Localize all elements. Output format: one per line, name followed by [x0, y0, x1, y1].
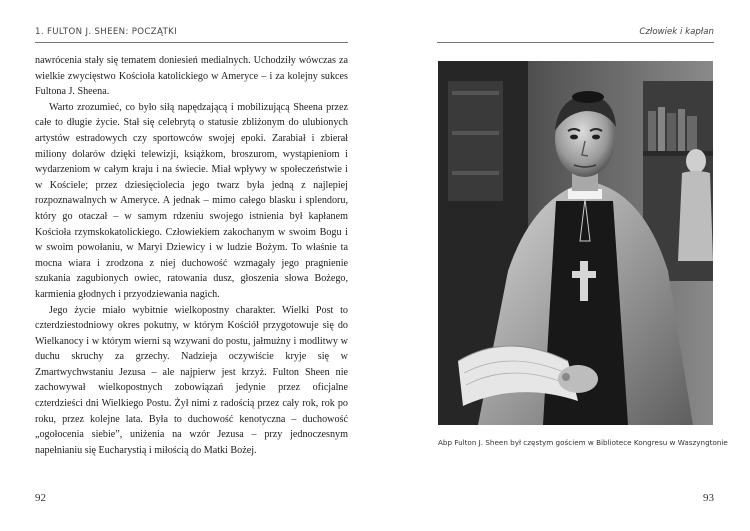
- right-page: [375, 0, 750, 531]
- running-head-left: 1. FULTON J. SHEEN: POCZĄTKI: [35, 27, 178, 37]
- header-rule-right: [437, 42, 714, 43]
- portrait-photo: [438, 61, 713, 425]
- paragraph-3: Jego życie miało wybitnie wielkopostny charakter. Wielki Post to czterdziestodniowy okres pokutny, w którym Kościół przygotowuje się do Wielkanocy i w którym wierni są wzywani do postu, jałmużny i modlitwy w duchu skruchy za grzechy. Nadzieja oczywiście kryje się w Zmartwychwstaniu Jezusa – ale najpierw jest krzyż. Fulton Sheen nie zachowywał wielkopostnych zobowiązań jedynie przez oficjalne czterdzieści dni Wielkiego Postu. Żył nimi z radością przez cały rok, rok po roku, przez kolejne lata. Była to duchowość kenotyczna – duchowość „ogołocenia siebie”, uniżenia na wzór Jezusa – przy jednoczesnym napełnianiu się Eucharystią i miłością do Matki Bożej.: [35, 304, 348, 456]
- photo-caption: Abp Fulton J. Sheen był częstym gościem w Bibliotece Kongresu w Waszyngtonie: [438, 438, 728, 447]
- running-head-right: Człowiek i kapłan: [639, 27, 714, 37]
- page-number-left: 92: [35, 492, 46, 504]
- paragraph-2: Warto zrozumieć, co było siłą napędzającą i mobilizującą Sheena przez całe to długie życie. Stał się celebrytą o statusie zbliżonym do ulubionych artystów estradowych czy sportowców swojej epoki. Zarabiał i zbierał miliony dolarów dzięki telewizji, książkom, broszurom, wystąpieniom i wydarzeniom w całym kraju i na świecie. Miał wpływy w społeczeństwie i w Kościele; przez dziesięciolecia jego twarz była jedną z najlepiej rozpoznawalnych w Ameryce. A jednak – mimo całego blasku i splendoru, który go otaczał – w samym rdzeniu swojego istnienia był kapłanem Kościoła rzymskokatolickiego. Człowiekiem zakochanym w swoim Bogu i w swoim powołaniu, w Maryi Dziewicy i w ludzie Bożym. To właśnie ta mocna wiara i zrodzona z niej duchowość wzmagały jego pragnienie szukania zagubionych owiec, ratowania dusz, głoszenia słowa Bożego, karmienia głodnych i przyodziewania nagich.: [35, 101, 348, 300]
- header-rule-left: [35, 42, 348, 43]
- page-number-right: 93: [703, 492, 714, 504]
- portrait-photo-image: [438, 61, 713, 425]
- body-text: [35, 53, 348, 458]
- paragraph-1: nawrócenia stały się tematem doniesień medialnych. Uchodziły wówczas za wielkie zwycięstwo Kościoła katolickiego w Ameryce – i za kolejny sukces Fultona J. Sheena.: [35, 55, 348, 98]
